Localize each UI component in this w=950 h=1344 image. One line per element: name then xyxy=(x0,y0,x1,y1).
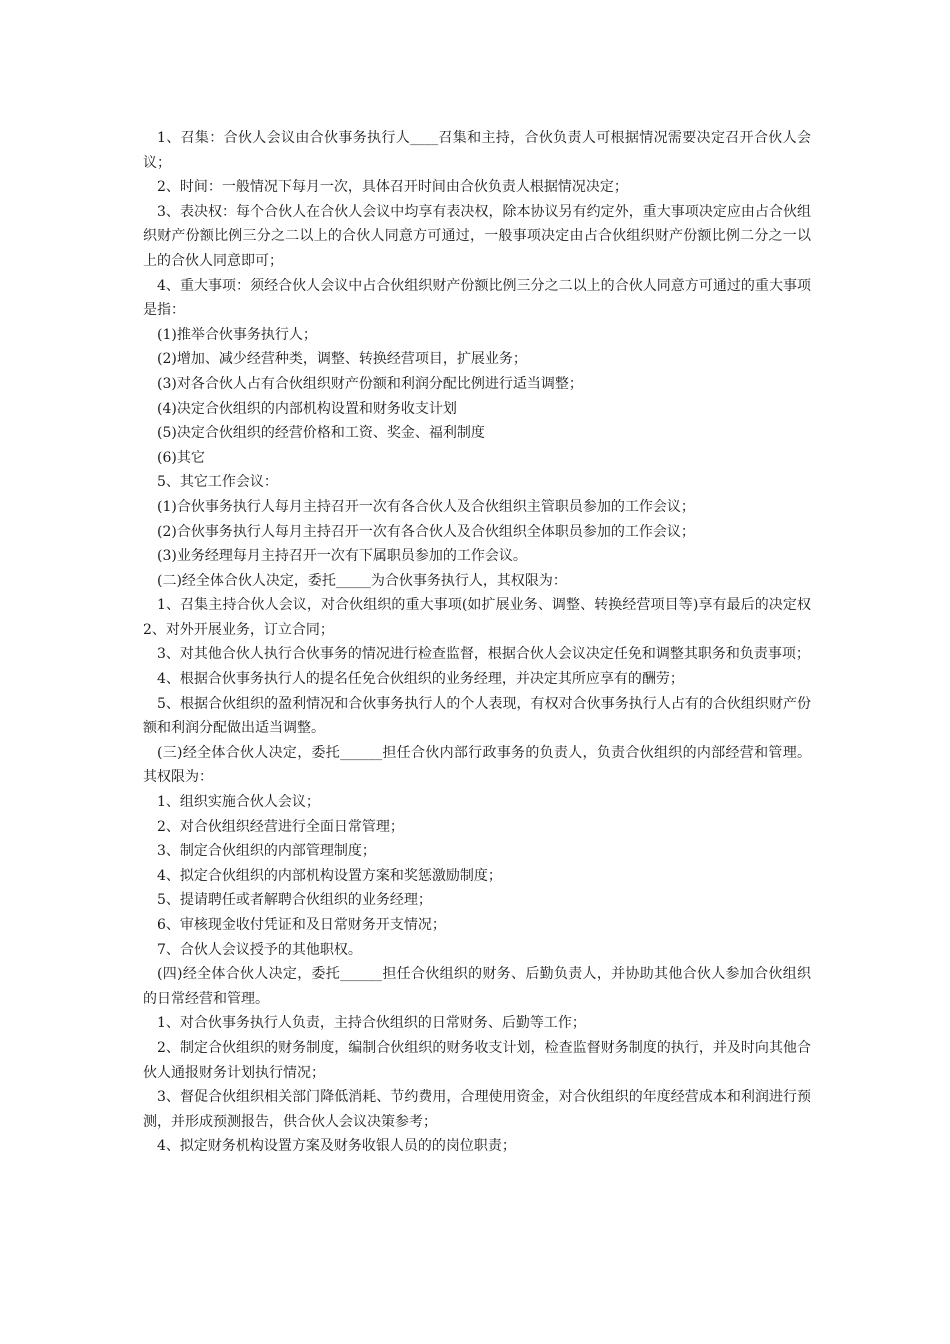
paragraph-7: (3)对各合伙人占有合伙组织财产份额和利润分配比例进行适当调整； xyxy=(157,375,583,392)
paragraph-10: (6)其它 xyxy=(157,449,205,466)
paragraph-4: 4、重大事项：须经合伙人会议中占合伙组织财产份额比例三分之二以上的合伙人同意方可通过的重大事项是指： xyxy=(143,277,811,319)
paragraph-28: (四)经全体合伙人决定，委托______担任合伙组织的财务、后勤负责人，并协助其他合伙人参加合伙组织的日常经营和管理。 xyxy=(143,966,811,1007)
paragraph-13: (2)合伙事务执行人每月主持召开一次有各合伙人及合伙组织全体职员参加的工作会议； xyxy=(157,523,695,540)
paragraph-20: (三)经全体合伙人决定，委托______担任合伙内部行政事务的负责人，负责合伙组织的内部经营和管理。其权限为： xyxy=(143,744,811,786)
paragraph-6: (2)增加、减少经营种类，调整、转换经营项目，扩展业务； xyxy=(157,351,527,368)
paragraph-5: (1)推举合伙事务执行人； xyxy=(157,326,317,343)
paragraph-16: 1、召集主持合伙人会议，对合伙组织的重大事项(如扩展业务、调整、转换经营项目等)享有最后的决定权 2、对外开展业务，订立合同； xyxy=(143,597,811,638)
paragraph-3: 3、表决权：每个合伙人在合伙人会议中均享有表决权，除本协议另有约定外，重大事项决定应由占合伙组织财产份额比例三分之二以上的合伙人同意方可通过，一般事项决定由占合伙组织财产份额比例二分之一以上的合伙人同意即可； xyxy=(143,203,811,269)
paragraph-18: 4、根据合伙事务执行人的提名任免合伙组织的业务经理，并决定其所应享有的酬劳； xyxy=(157,671,684,688)
paragraph-1: 1、召集：合伙人会议由合伙事务执行人____召集和主持，合伙负责人可根据情况需要决定召开合伙人会议； xyxy=(143,130,811,171)
paragraph-8: (4)决定合伙组织的内部机构设置和财务收支计划 xyxy=(157,400,457,417)
paragraph-14: (3)业务经理每月主持召开一次有下属职员参加的工作会议。 xyxy=(157,548,527,565)
paragraph-11: 5、其它工作会议： xyxy=(157,474,278,491)
document-body xyxy=(143,126,811,1159)
paragraph-32: 4、拟定财务机构设置方案及财务收银人员的的岗位职责； xyxy=(157,1138,516,1155)
paragraph-25: 5、提请聘任或者解聘合伙组织的业务经理； xyxy=(157,892,432,909)
paragraph-21: 1、组织实施合伙人会议； xyxy=(157,794,320,811)
paragraph-29: 1、对合伙事务执行人负责，主持合伙组织的日常财务、后勤等工作； xyxy=(157,1015,586,1032)
paragraph-24: 4、拟定合伙组织的内部机构设置方案和奖惩激励制度； xyxy=(157,867,502,884)
paragraph-30: 2、制定合伙组织的财务制度，编制合伙组织的财务收支计划，检查监督财务制度的执行，并及时向其他合伙人通报财务计划执行情况； xyxy=(143,1039,811,1081)
paragraph-17: 3、对其他合伙人执行合伙事务的情况进行检查监督，根据合伙人会议决定任免和调整其职务和负责事项； xyxy=(157,646,810,663)
paragraph-31: 3、督促合伙组织相关部门降低消耗、节约费用，合理使用资金，对合伙组织的年度经营成本和利润进行预测，并形成预测报告，供合伙人会议决策参考； xyxy=(143,1089,811,1130)
paragraph-26: 6、审核现金收付凭证和及日常财务开支情况； xyxy=(157,917,446,933)
paragraph-15: (二)经全体合伙人决定，委托_____为合伙事务执行人，其权限为： xyxy=(157,572,567,589)
paragraph-27: 7、合伙人会议授予的其他职权。 xyxy=(157,941,362,958)
paragraph-12: (1)合伙事务执行人每月主持召开一次有各合伙人及合伙组织主管职员参加的工作会议； xyxy=(157,498,695,515)
paragraph-9: (5)决定合伙组织的经营价格和工资、奖金、福利制度 xyxy=(157,425,485,442)
paragraph-19: 5、根据合伙组织的盈利情况和合伙事务执行人的个人表现，有权对合伙事务执行人占有的合伙组织财产份额和利润分配做出适当调整。 xyxy=(143,695,811,737)
paragraph-23: 3、制定合伙组织的内部管理制度； xyxy=(157,843,376,860)
paragraph-22: 2、对合伙组织经营进行全面日常管理； xyxy=(157,818,404,835)
paragraph-2: 2、时间：一般情况下每月一次，具体召开时间由合伙负责人根据情况决定； xyxy=(157,179,628,196)
